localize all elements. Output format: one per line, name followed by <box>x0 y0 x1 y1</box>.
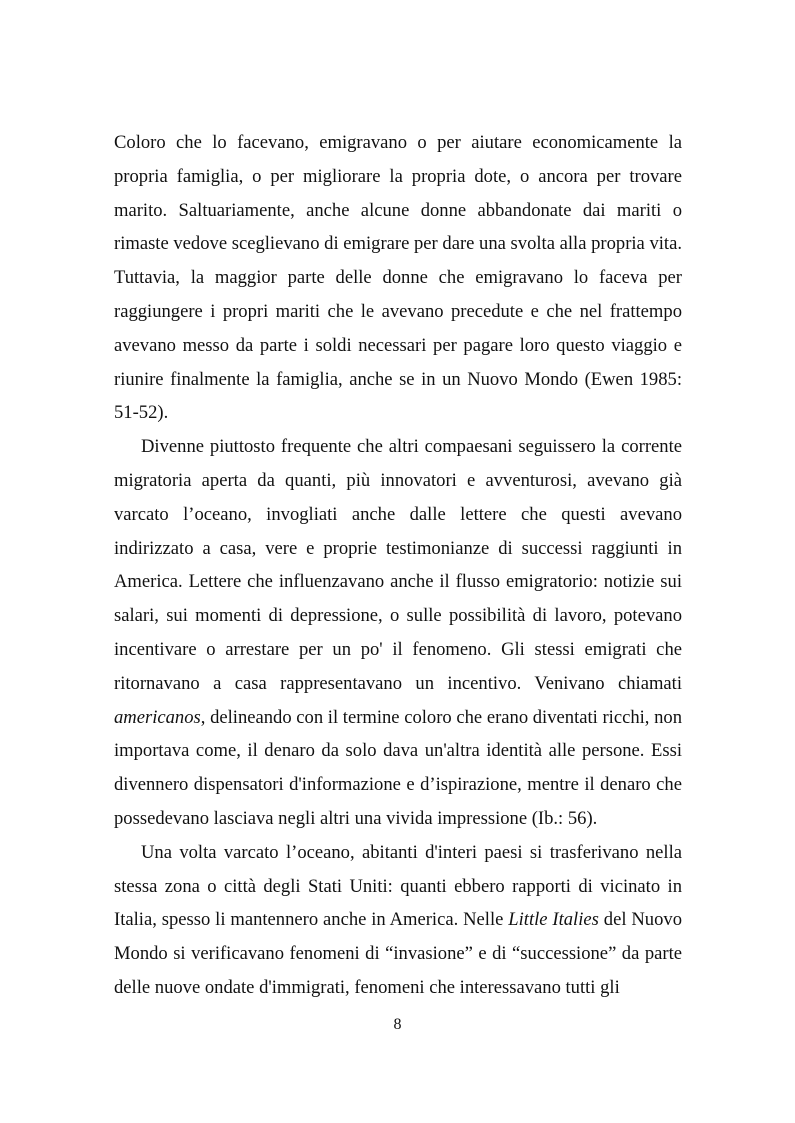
paragraph <box>114 430 682 836</box>
paragraph <box>114 836 682 1005</box>
page-number: 8 <box>393 1016 402 1033</box>
italic-term: americanos <box>114 706 201 728</box>
paragraph <box>114 126 682 430</box>
paragraph-text: , delineando con il termine coloro che erano diventati ricchi, non importava come, il denaro da solo dava un'altra identità alle persone. Essi divennero dispensatori d'informazione e d’ispirazione, mentre il denaro che possedevano lasciava negli altri una vivida impressione (Ib.: 56). <box>114 706 682 829</box>
paragraph-text: Coloro che lo facevano, emigravano o per aiutare economicamente la propria famiglia, o per migliorare la propria dote, o ancora per trovare marito. Saltuariamente, anche alcune donne abbandonate dai mariti o rimaste vedove sceglievano di emigrare per dare una svolta alla propria vita. Tuttavia, la maggior parte delle donne che emigravano lo faceva per raggiungere i propri mariti che le avevano precedute e che nel frattempo avevano messo da parte i soldi necessari per pagare loro questo viaggio e riunire finalmente la famiglia, anche se in un Nuovo Mondo (Ewen 1985: 51-52). <box>114 132 682 424</box>
italic-term: Little Italies <box>508 909 599 931</box>
body-text <box>114 126 682 1005</box>
paragraph-text: del Nuovo Mondo si verificavano fenomeni di “invasione” e di “successione” da parte delle nuove ondate d'immigrati, fenomeni che interessavano tutti gli <box>114 909 682 998</box>
paragraph-text: Divenne piuttosto frequente che altri compaesani seguissero la corrente migratoria aperta da quanti, più innovatori e avventurosi, avevano già varcato l’oceano, invogliati anche dalle lettere che questi avevano indirizzato a casa, vere e proprie testimonianze di successi raggiunti in America. Lettere che influenzavano anche il flusso emigratorio: notizie sui salari, sui momenti di depressione, o sulle possibilità di lavoro, potevano incentivare o arrestare per un po' il fenomeno. Gli stessi emigrati che ritornavano a casa rappresentavano un incentivo. Venivano chiamati <box>114 436 682 694</box>
paragraph-text: Una volta varcato l’oceano, abitanti d'interi paesi si trasferivano nella stessa zona o città degli Stati Uniti: quanti ebbero rapporti di vicinato in Italia, spesso li mantennero anche in America. Nelle <box>114 841 682 931</box>
